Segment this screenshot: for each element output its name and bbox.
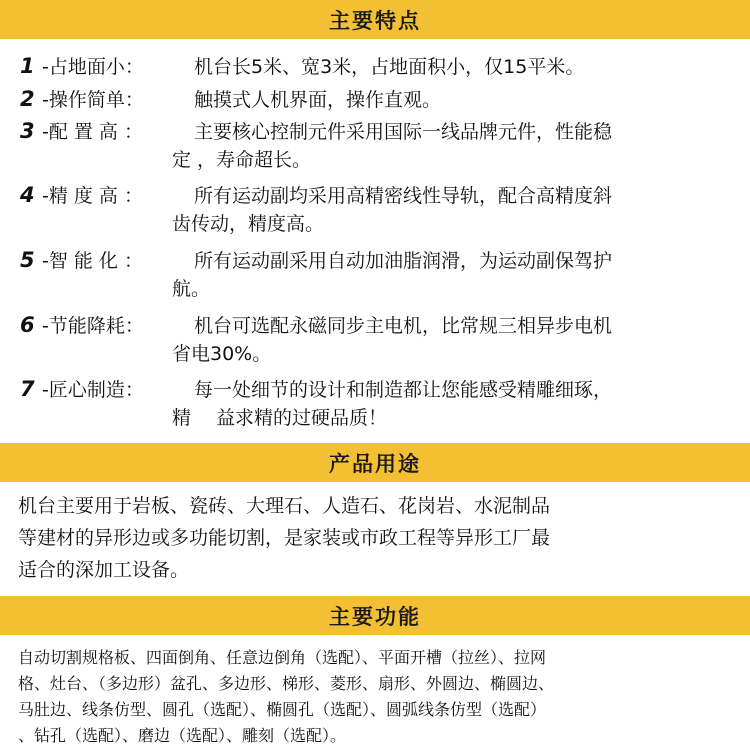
feature-label: -精 度 高 ： (42, 185, 143, 207)
functions-header (0, 596, 750, 635)
features-header (0, 0, 750, 39)
feature-text: 机台长5米、宽3米，占地面积小，仅15平米。 (194, 56, 585, 78)
feature-number: 4 (20, 183, 35, 207)
usage-header (0, 443, 750, 482)
feature-number: 7 (20, 377, 35, 401)
feature-number: 5 (20, 248, 35, 272)
feature-label: -智 能 化 ： (42, 250, 143, 272)
feature-number: 6 (20, 313, 35, 337)
usage-line: 机台主要用于岩板、瓷砖、大理石、人造石、花岗岩、水泥制品 (18, 495, 551, 517)
feature-text-continued: 齿传动，精度高。 (172, 213, 325, 235)
functions-line: 格、灶台、（多边形）盆孔、多边形、梯形、菱形、扇形、外圆边、椭圆边、 (18, 674, 555, 693)
feature-text-continued: 定 ，寿命超长。 (172, 149, 312, 171)
feature-text: 所有运动副采用自动加油脂润滑，为运动副保驾护 (194, 250, 613, 272)
usage-title: 产品用途 (329, 451, 421, 476)
feature-row-1 (20, 52, 584, 82)
functions-line: 自动切割规格板、四面倒角、任意边倒角（选配）、平面开槽（拉丝）、拉网 (18, 648, 547, 667)
feature-number: 2 (20, 87, 35, 111)
feature-row-7 (20, 375, 612, 405)
feature-text: 所有运动副均采用高精密线性导轨，配合高精度斜 (194, 185, 613, 207)
functions-title: 主要功能 (329, 604, 421, 629)
feature-text: 机台可选配永磁同步主电机，比常规三相异步电机 (194, 315, 613, 337)
feature-row-5 (20, 246, 612, 276)
feature-row-3 (20, 117, 612, 147)
feature-row-2 (20, 85, 441, 115)
functions-line: 、钻孔（选配）、磨边（选配）、雕刻（选配）。 (18, 726, 347, 745)
features-title: 主要特点 (329, 8, 421, 33)
feature-text-continued: 省电30%。 (172, 343, 272, 365)
feature-row-6 (20, 311, 612, 341)
feature-label: -匠心制造： (42, 379, 144, 401)
feature-text: 主要核心控制元件采用国际一线品牌元件，性能稳 (194, 121, 613, 143)
feature-text: 触摸式人机界面，操作直观。 (194, 89, 442, 111)
feature-number: 3 (20, 119, 35, 143)
feature-label: -节能降耗： (42, 315, 144, 337)
feature-label: -配 置 高 ： (42, 121, 143, 143)
feature-row-4 (20, 181, 612, 211)
functions-line: 马肚边、线条仿型、圆孔（选配）、椭圆孔（选配）、圆弧线条仿型（选配） (18, 700, 547, 719)
feature-number: 1 (20, 54, 35, 78)
feature-label: -操作简单： (42, 89, 144, 111)
usage-line: 适合的深加工设备。 (18, 559, 190, 581)
feature-label: -占地面小： (42, 56, 144, 78)
feature-text-continued: 精 益求精的过硬品质！ (172, 407, 388, 429)
feature-text-continued: 航。 (172, 278, 211, 300)
feature-text: 每一处细节的设计和制造都让您能感受精雕细琢， (194, 379, 613, 401)
usage-line: 等建材的异形边或多功能切割，是家装或市政工程等异形工厂最 (18, 527, 551, 549)
